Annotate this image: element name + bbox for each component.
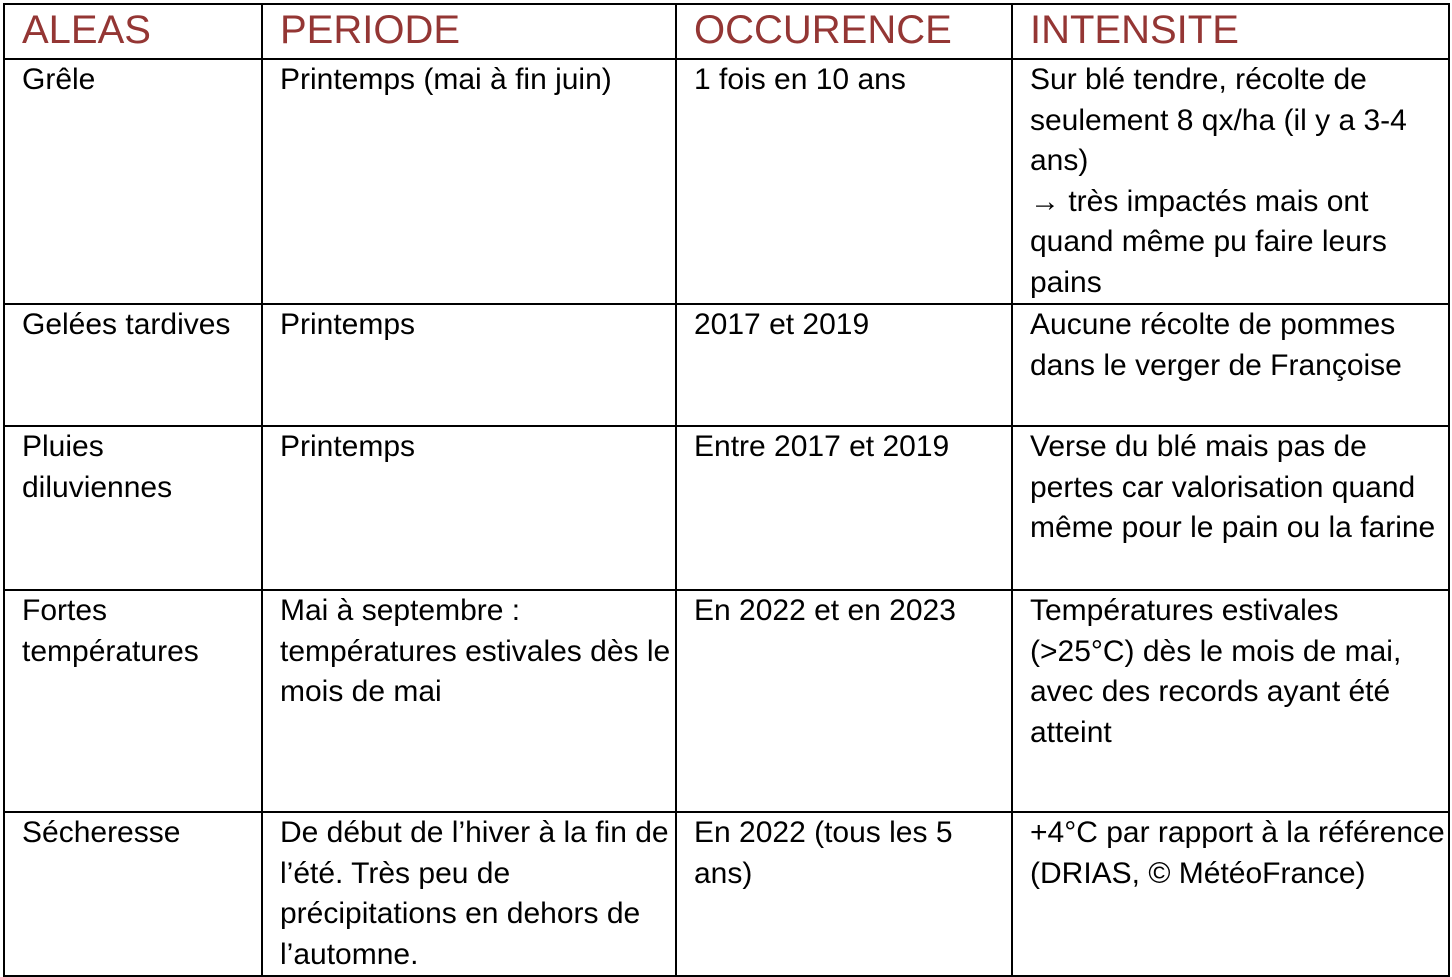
cell-alea [4,590,262,812]
table-row-secheresse [4,812,1449,976]
alea-text: Grêle [22,63,96,96]
cell-alea [4,304,262,426]
table-row-pluies [4,426,1449,590]
cell-periode [262,59,676,304]
cell-periode [262,590,676,812]
table-row-gelees [4,304,1449,426]
cell-alea [4,426,262,590]
intensite-text: +4°C par rapport à la référence (DRIAS, © MétéoFrance) [1030,816,1445,890]
cell-intensite [1012,426,1449,590]
occurence-text: 2017 et 2019 [694,308,870,341]
alea-text: Fortes températures [22,594,199,668]
occurence-text: En 2022 (tous les 5 ans) [694,816,953,890]
cell-periode [262,426,676,590]
cell-intensite [1012,590,1449,812]
header-row [4,4,1449,59]
cell-intensite [1012,304,1449,426]
periode-text: Printemps [280,308,416,341]
alea-text: Sécheresse [22,816,181,849]
cell-intensite [1012,812,1449,976]
intensite-text: Verse du blé mais pas de pertes car valorisation quand même pour le pain ou la farine [1030,430,1436,544]
cell-occurence [676,304,1012,426]
periode-text: Mai à septembre : températures estivales dès le mois de mai [280,594,671,708]
cell-alea [4,59,262,304]
header-intensite: INTENSITE [1012,4,1449,59]
periode-text: Printemps [280,430,416,463]
occurence-text: Entre 2017 et 2019 [694,430,950,463]
cell-alea [4,812,262,976]
header-periode: PERIODE [262,4,676,59]
intensite-text: Températures estivales (>25°C) dès le mois de mai, avec des records ayant été atteint [1030,594,1402,749]
cell-periode [262,304,676,426]
cell-occurence [676,812,1012,976]
cell-periode [262,812,676,976]
periode-text: Printemps (mai à fin juin) [280,63,612,96]
alea-text: Gelées tardives [22,308,231,341]
intensite-text: Sur blé tendre, récolte de seulement 8 qx/ha (il y a 3-4 ans) → très impactés mais ont quand même pu faire leurs pains [1030,63,1407,299]
periode-text: De début de l’hiver à la fin de l’été. Très peu de précipitations en dehors de l’automne. [280,816,669,971]
header-aleas: ALEAS [4,4,262,59]
alea-text: Pluies diluviennes [22,430,173,504]
cell-intensite [1012,59,1449,304]
cell-occurence [676,426,1012,590]
cell-occurence [676,590,1012,812]
table-row-temperatures [4,590,1449,812]
occurence-text: 1 fois en 10 ans [694,63,906,96]
cell-occurence [676,59,1012,304]
climate-risk-table [3,3,1450,977]
intensite-text: Aucune récolte de pommes dans le verger de Françoise [1030,308,1402,382]
table-row-grele [4,59,1449,304]
occurence-text: En 2022 et en 2023 [694,594,956,627]
header-occurence: OCCURENCE [676,4,1012,59]
